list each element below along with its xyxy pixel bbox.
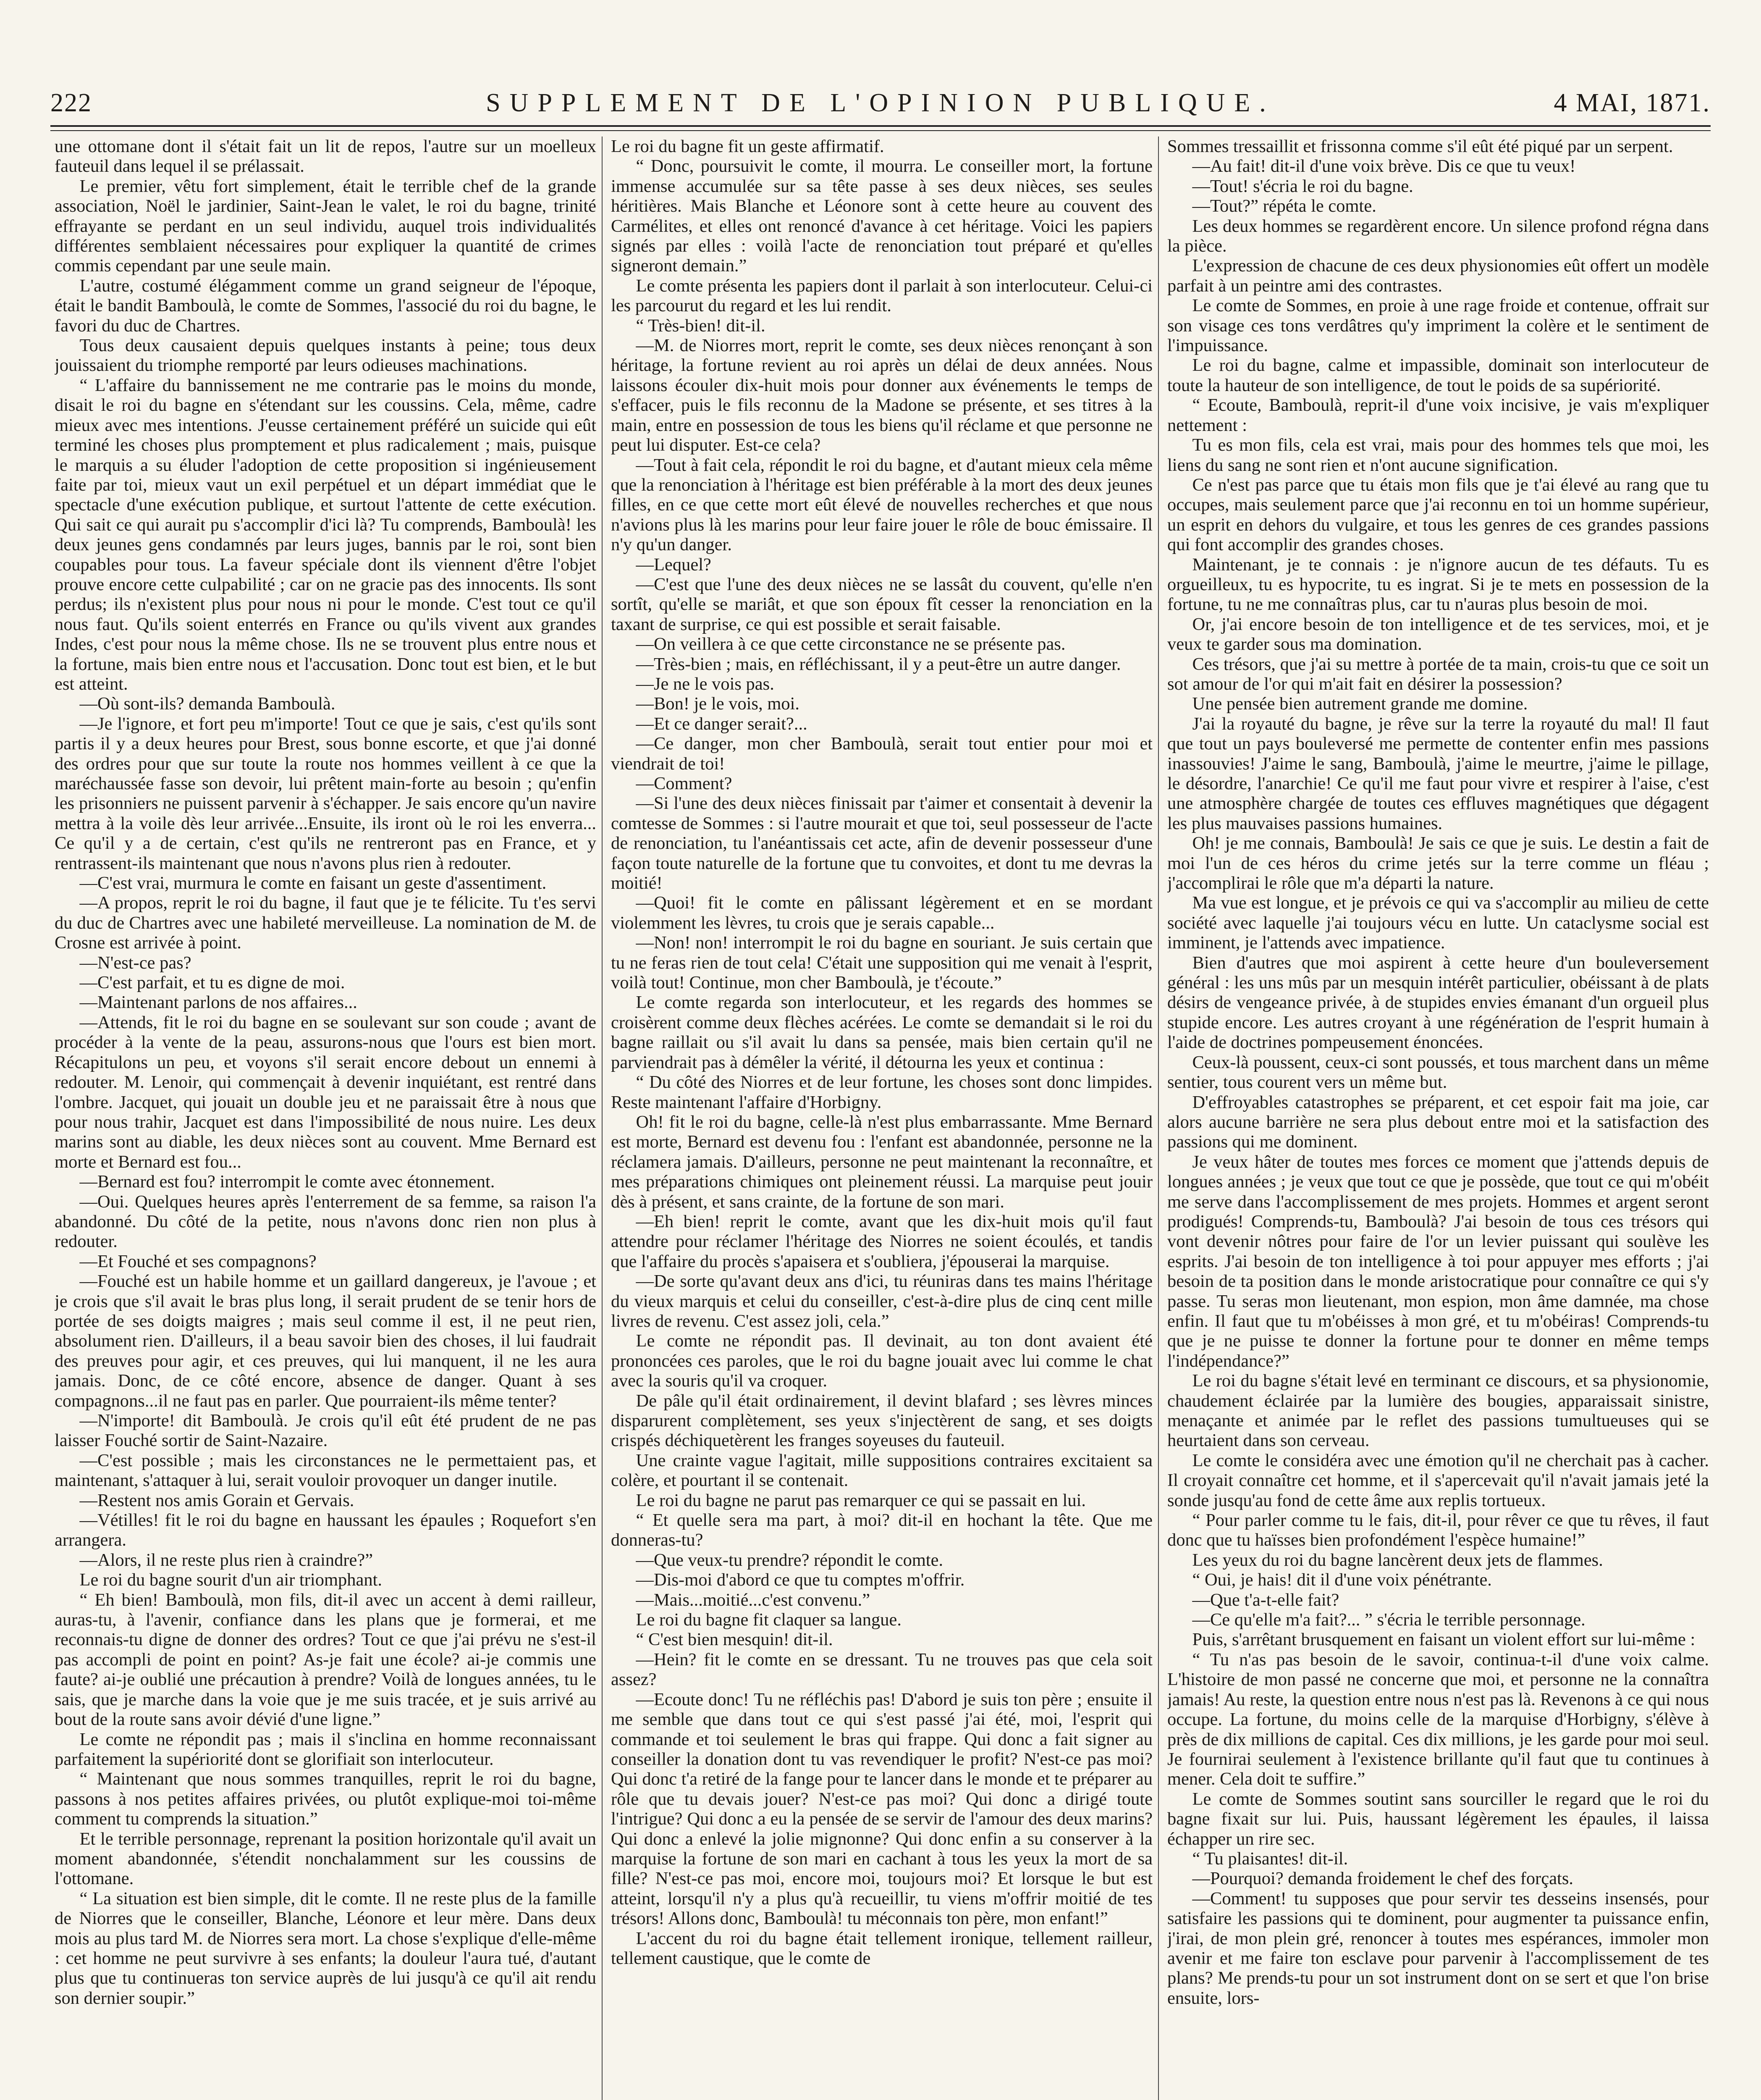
article-paragraph: “ Très-bien! dit-il. <box>636 315 765 336</box>
article-paragraph: Une crainte vague l'agitait, mille suppositions contraires excitaient sa colère, et pourtant il se contenait. <box>611 1450 1153 1491</box>
article-paragraph: —Et ce danger serait?... <box>636 714 807 734</box>
article-paragraph: Le premier, vêtu fort simplement, était le terrible chef de la grande association, Noël le jardinier, Saint-Jean le valet, le roi du bagne, trinité effrayante se perdant en un seul individu, auquel trois individualités différentes semblaient nécessaires pour expliquer la quantité de crimes commis cependant par une seule main. <box>55 176 596 276</box>
article-paragraph: —Bon! je le vois, moi. <box>636 694 800 714</box>
article-paragraph: —Ecoute donc! Tu ne réfléchis pas! D'abord je suis ton père ; ensuite il me semble que dans tout ce qui s'est passé j'ai été, moi, l'esprit qui commande et toi seulement le bras qui frappe. Qui donc a fait signer au conseiller la donation dont tu vas revendiquer le profit? N'est-ce pas moi? Qui donc t'a retiré de la fange pour te lancer dans le monde et te préparer au rôle que tu devais jouer? N'est-ce pas moi? Qui donc a dirigé toute l'intrigue? Qui donc a eu la pensée de se servir de l'amour des deux marins? Qui donc a enlevé la jolie mignonne? Qui donc enfin a su conserver à la marquise la fortune de son mari en cachant à tous les yeux la mort de sa fille? N'est-ce pas moi, encore moi, toujours moi? Et lorsque le but est atteint, lorsqu'il n'y a plus qu'à recueillir, tu viens m'offrir moitié de tes trésors! Allons donc, Bamboulà! tu méconnais ton père, mon enfant!” <box>611 1689 1153 1929</box>
article-paragraph: Le roi du bagne, calme et impassible, dominait son interlocuteur de toute la hauteur de son intelligence, de tout le poids de sa supériorité. <box>1167 355 1709 395</box>
article-paragraph: “ Ecoute, Bamboulà, reprit-il d'une voix incisive, je vais m'expliquer nettement : <box>1167 395 1709 435</box>
article-paragraph: —Restent nos amis Gorain et Gervais. <box>79 1490 354 1510</box>
article-paragraph: Tu es mon fils, cela est vrai, mais pour des hommes tels que moi, les liens du sang ne sont rien et n'ont aucune signification. <box>1167 435 1709 475</box>
article-paragraph: “ Pour parler comme tu le fais, dit-il, pour rêver ce que tu rêves, il faut donc que tu haïsses bien profondément l'espèce humaine!” <box>1167 1510 1709 1550</box>
publication-title: SUPPLEMENT DE L'OPINION PUBLIQUE. <box>486 89 1275 117</box>
article-paragraph: Et le terrible personnage, reprenant la position horizontale qu'il avait un moment abandonnée, s'étendit nonchalamment sur les coussins de l'ottomane. <box>55 1829 596 1889</box>
article-paragraph: —Où sont-ils? demanda Bamboulà. <box>79 694 335 714</box>
article-paragraph: Tous deux causaient depuis quelques instants à peine; tous deux jouissaient du triomphe remporté par leurs odieuses machinations. <box>55 336 596 375</box>
article-paragraph: —M. de Niorres mort, reprit le comte, ses deux nièces renonçant à son héritage, la fortune revient au roi après un délai de deux années. Nous laissons écouler dix-huit mois pour donner aux événements le temps de s'effacer, puis le fils reconnu de la Madone se présente, et ses titres à la main, entre en possession de tous les biens qu'il réclame et que personne ne peut lui disputer. Est-ce cela? <box>611 336 1153 455</box>
article-paragraph: Le comte le considéra avec une émotion qu'il ne cherchait pas à cacher. Il croyait connaître cet homme, et il s'apercevait qu'il n'avait jamais jeté la sonde jusqu'au fond de cette âme aux replis tortueux. <box>1167 1450 1709 1510</box>
article-paragraph: —Bernard est fou? interrompit le comte avec étonnement. <box>79 1172 495 1192</box>
article-paragraph: Je veux hâter de toutes mes forces ce moment que j'attends depuis de longues années ; je veux que tout ce que je possède, que tout ce qui m'obéit me serve dans l'accomplissement de mes projets. Hommes et argent seront prodigués! Comprends-tu, Bamboulà? J'ai besoin de tous ces trésors qui vont devenir nôtres pour faire de l'or un levier puissant qui soulève les esprits. J'ai besoin de ton intelligence à toi pour appuyer mes efforts ; j'ai besoin de ta position dans le monde aristocratique pour connaître ce qui s'y passe. Tu seras mon lieutenant, mon espion, mon âme damnée, ma chose enfin. Il faut que tu m'obéisses à mon gré, et tu m'obéiras! Comprends-tu que je ne puisse te donner la fortune pour te donner en même temps l'indépendance?” <box>1167 1152 1709 1371</box>
article-paragraph: Bien d'autres que moi aspirent à cette heure d'un bouleversement général : les uns mûs par un mesquin intérêt particulier, obéissant à de plats désirs de vengeance privée, à de stupides envies émanant d'un orgueil plus stupide encore. Les autres croyant à une régénération de l'esprit humain à l'aide de doctrines pompeusement énoncées. <box>1167 953 1709 1053</box>
text-column-3 <box>1167 136 1709 2100</box>
page-number: 222 <box>50 89 92 117</box>
article-paragraph: Puis, s'arrêtant brusquement en faisant un violent effort sur lui-même : <box>1192 1630 1695 1650</box>
article-paragraph: —C'est parfait, et tu es digne de moi. <box>79 973 345 993</box>
article-paragraph: Ceux-là poussent, ceux-ci sont poussés, et tous marchent dans un même sentier, tous courent vers un même but. <box>1167 1052 1709 1092</box>
text-column-1 <box>55 136 596 2100</box>
article-paragraph: —Pourquoi? demanda froidement le chef des forçats. <box>1192 1869 1574 1889</box>
article-paragraph: —C'est vrai, murmura le comte en faisant un geste d'assentiment. <box>79 873 547 893</box>
article-paragraph: Le roi du bagne fit claquer sa langue. <box>636 1610 902 1630</box>
article-paragraph: —Tout à fait cela, répondit le roi du bagne, et d'autant mieux cela même que la renonciation à l'héritage est bien préférable à la mort des deux jeunes filles, en ce que cette mort eût élevé de nouvelles recherches et que nous n'avions plus là les marins pour leur faire jouer le rôle de bouc émissaire. Il n'y qu'un danger. <box>611 455 1153 555</box>
article-paragraph: —Vétilles! fit le roi du bagne en haussant les épaules ; Roquefort s'en arrangera. <box>55 1510 596 1550</box>
article-paragraph: Oh! fit le roi du bagne, celle-là n'est plus embarrassante. Mme Bernard est morte, Bernard est devenu fou : l'enfant est abandonnée, personne ne la réclamera jamais. D'ailleurs, personne ne peut maintenant la reconnaître, et mes préparations chimiques ont pleinement réussi. La marquise peut jouir dès à présent, et sans crainte, de la fortune de son mari. <box>611 1112 1153 1212</box>
article-paragraph: —Oui. Quelques heures après l'enterrement de sa femme, sa raison l'a abandonné. Du côté de la petite, nous n'avons donc rien non plus à redouter. <box>55 1192 596 1252</box>
article-paragraph: Le roi du bagne fit un geste affirmatif. <box>611 136 884 156</box>
article-paragraph: —Et Fouché et ses compagnons? <box>79 1251 317 1271</box>
article-paragraph: —Ce qu'elle m'a fait?... ” s'écria le terrible personnage. <box>1192 1610 1585 1630</box>
article-paragraph: —Attends, fit le roi du bagne en se soulevant sur son coude ; avant de procéder à la vente de la peau, assurons-nous que l'ours est bien mort. Récapitulons un peu, et voyons s'il serait encore debout un ennemi à redouter. M. Lenoir, qui commençait à devenir inquiétant, est rentré dans l'ombre. Jacquet, qui jouait un double jeu et ne paraissait être à nous que pour nous trahir, Jacquet est dans l'impossibilité de nous nuire. Les deux marins sont au diable, les deux nièces sont au couvent. Mme Bernard est morte et Bernard est fou... <box>55 1012 596 1172</box>
article-paragraph: Ce n'est pas parce que tu étais mon fils que je t'ai élevé au rang que tu occupes, mais seulement parce que j'ai reconnu en toi un homme supérieur, un esprit en dehors du vulgaire, et tous les genres de ces grandes passions qui font accomplir des grandes choses. <box>1167 475 1709 555</box>
page-header <box>50 86 1711 124</box>
article-paragraph: De pâle qu'il était ordinairement, il devint blafard ; ses lèvres minces disparurent complètement, ses yeux s'injectèrent de sang, et ses doigts crispés déchiquetèrent les franges soyeuses du fauteuil. <box>611 1391 1153 1451</box>
article-paragraph: L'autre, costumé élégamment comme un grand seigneur de l'époque, était le bandit Bamboulà, le comte de Sommes, l'associé du roi du bagne, le favori du duc de Chartres. <box>55 276 596 336</box>
article-paragraph: —Au fait! dit-il d'une voix brève. Dis ce que tu veux! <box>1192 156 1576 176</box>
article-paragraph: Une pensée bien autrement grande me domine. <box>1192 694 1528 714</box>
article-paragraph: Ces trésors, que j'ai su mettre à portée de ta main, crois-tu que ce soit un sot amour de l'or qui m'ait fait en désirer la possession? <box>1167 654 1709 694</box>
article-paragraph: “ C'est bien mesquin! dit-il. <box>636 1630 833 1650</box>
article-paragraph: L'accent du roi du bagne était tellement ironique, tellement railleur, tellement caustique, que le comte de <box>611 1928 1153 1968</box>
article-paragraph: “ Tu n'as pas besoin de le savoir, continua-t-il d'une voix calme. L'histoire de mon passé ne concerne que moi, et personne ne la connaîtra jamais! Au reste, la question entre nous n'est pas là. Revenons à ce qui nous occupe. La fortune, du moins celle de la marquise d'Horbigny, s'élève à près de dix millions de capital. Ces dix millions, je les garde pour moi seul. Je fournirai seulement à l'existence brillante qu'il faut que tu continues à mener. Cela doit te suffire.” <box>1167 1649 1709 1789</box>
column-divider <box>1158 136 1159 2100</box>
article-paragraph: Le roi du bagne s'était levé en terminant ce discours, et sa physionomie, chaudement éclairée par la lumière des bougies, apparaissait sinistre, menaçante et animée par le reflet des passions tumultueuses qui se heurtaient dans son cerveau. <box>1167 1371 1709 1451</box>
article-paragraph: —N'est-ce pas? <box>79 953 191 973</box>
article-paragraph: Les yeux du roi du bagne lancèrent deux jets de flammes. <box>1192 1550 1603 1570</box>
article-paragraph: D'effroyables catastrophes se préparent, et cet espoir fait ma joie, car alors aucune barrière ne sera plus debout entre moi et la satisfaction des passions qui me dominent. <box>1167 1092 1709 1152</box>
article-paragraph: —Comment? <box>636 774 732 793</box>
article-paragraph: Le comte regarda son interlocuteur, et les regards des hommes se croisèrent comme deux flèches acérées. Le comte se demandait si le roi du bagne raillait ou s'il avait lu dans sa pensée, mais bien certain qu'il ne parviendrait pas à démêler la vérité, il détourna les yeux et continua : <box>611 992 1153 1072</box>
article-paragraph: Le roi du bagne ne parut pas remarquer ce qui se passait en lui. <box>636 1490 1086 1510</box>
article-paragraph: —Je ne le vois pas. <box>636 674 774 694</box>
article-paragraph: —A propos, reprit le roi du bagne, il faut que je te félicite. Tu t'es servi du duc de Chartres avec une habileté merveilleuse. La nomination de M. de Crosne est arrivée à point. <box>55 893 596 953</box>
article-paragraph: —Eh bien! reprit le comte, avant que les dix-huit mois qu'il faut attendre pour réclamer l'héritage des Niorres ne soient écoulés, et tandis que l'affaire du procès s'apaisera et s'oubliera, j'épouserai la marquise. <box>611 1211 1153 1271</box>
article-paragraph: —Comment! tu supposes que pour servir tes desseins insensés, pour satisfaire les passions qui te dominent, pour augmenter ta puissance enfin, j'irai, de mon plein gré, renoncer à toutes mes espérances, immoler mon avenir et me faire ton esclave pour parvenir à l'accomplissement de tes plans? Me prends-tu pour un sot instrument dont on se sert et que l'on brise ensuite, lors- <box>1167 1888 1709 2008</box>
column-divider <box>602 136 603 2100</box>
article-paragraph: —Que veux-tu prendre? répondit le comte. <box>636 1550 943 1570</box>
article-paragraph: “ Maintenant que nous sommes tranquilles, reprit le roi du bagne, passons à nos petites affaires privées, ou plutôt explique-moi toi-même comment tu comprends la situation.” <box>55 1769 596 1829</box>
article-paragraph: —Lequel? <box>636 554 711 575</box>
article-paragraph: —Ce danger, mon cher Bamboulà, serait tout entier pour moi et viendrait de toi! <box>611 734 1153 774</box>
text-column-2 <box>611 136 1153 2100</box>
article-paragraph: —Très-bien ; mais, en réfléchissant, il y a peut-être un autre danger. <box>636 654 1121 674</box>
article-paragraph: Oh! je me connais, Bamboulà! Je sais ce que je suis. Le destin a fait de moi l'un de ces héros du crime jetés sur la terre comme un fléau ; j'accomplirai le rôle que m'a départi la nature. <box>1167 833 1709 893</box>
article-paragraph: —C'est que l'une des deux nièces ne se lassât du couvent, qu'elle n'en sortît, qu'elle se mariât, et que son époux fît cesser la renonciation en la taxant de surprise, ce qui est possible et serait faisable. <box>611 574 1153 634</box>
article-paragraph: Le comte ne répondit pas ; mais il s'inclina en homme reconnaissant parfaitement la supériorité dont se glorifiait son interlocuteur. <box>55 1729 596 1769</box>
article-paragraph: Le comte ne répondit pas. Il devinait, au ton dont avaient été prononcées ces paroles, que le roi du bagne jouait avec lui comme le chat avec la souris qu'il va croquer. <box>611 1331 1153 1391</box>
article-paragraph: Les deux hommes se regardèrent encore. Un silence profond régna dans la pièce. <box>1167 216 1709 256</box>
article-paragraph: —Alors, il ne reste plus rien à craindre?” <box>79 1550 373 1570</box>
article-paragraph: “ L'affaire du bannissement ne me contrarie pas le moins du monde, disait le roi du bagne en s'étendant sur les coussins. Cela, même, cadre mieux avec mes intentions. J'eusse certainement préféré un suicide qui eût terminé les choses plus promptement et plus radicalement ; mais, puisque le marquis a su éluder l'adoption de cette proposition si ingénieusement faite par toi, mieux vaut un exil perpétuel et un départ immédiat que le spectacle d'une exécution publique, et surtout l'attente de cette exécution. Qui sait ce qui aurait pu s'accomplir d'ici là? Tu comprends, Bamboulà! les deux jeunes gens condamnés par leurs juges, bannis par le roi, sont bien coupables pour tous. La faveur spéciale dont ils viennent d'être l'objet prouve encore cette culpabilité ; car on ne gracie pas des innocents. Ils sont perdus; ils n'existent plus pour nous ni pour le monde. C'est tout ce qu'il nous faut. Qu'ils soient enterrés en France ou qu'ils vivent aux grandes Indes, c'est pour nous la même chose. Ils ne se trouvent plus entre nous et la fortune, mais bien entre nous et l'accusation. Donc tout est bien, et le but est atteint. <box>55 375 596 694</box>
article-paragraph: Maintenant, je te connais : je n'ignore aucun de tes défauts. Tu es orgueilleux, tu es hypocrite, tu es ingrat. Si je te mets en possession de la fortune, tu ne me connaîtras plus, car tu n'auras plus besoin de moi. <box>1167 554 1709 614</box>
article-paragraph: —Non! non! interrompit le roi du bagne en souriant. Je suis certain que tu ne feras rien de tout cela! C'était une supposition qui me venait à l'esprit, voilà tout! Continue, mon cher Bamboulà, je t'écoute.” <box>611 933 1153 993</box>
header-rule-thin <box>50 130 1711 131</box>
article-paragraph: Sommes tressaillit et frissonna comme s'il eût été piqué par un serpent. <box>1167 136 1673 156</box>
article-paragraph: —Fouché est un habile homme et un gaillard dangereux, je l'avoue ; et je crois que s'il avait le bras plus long, il serait prudent de se tenir hors de portée de ses doigts maigres ; mais seul comme il est, il ne peut rien, absolument rien. D'ailleurs, il a beau savoir bien des choses, il lui faudrait des preuves pour agir, et ces preuves, qui lui manquent, il ne les aura jamais. Donc, de ce côté encore, absence de danger. Quant à ses compagnons...il ne faut pas en parler. Que pourraient-ils même tenter? <box>55 1271 596 1411</box>
article-paragraph: L'expression de chacune de ces deux physionomies eût offert un modèle parfait à un peintre ami des contrastes. <box>1167 256 1709 296</box>
article-paragraph: —Tout! s'écria le roi du bagne. <box>1192 176 1413 196</box>
article-paragraph: —Que t'a-t-elle fait? <box>1192 1590 1339 1610</box>
article-paragraph: —Dis-moi d'abord ce que tu comptes m'offrir. <box>636 1570 965 1590</box>
article-paragraph: Le comte de Sommes, en proie à une rage froide et contenue, offrait sur son visage ces tons verdâtres qu'y impriment la colère et le sentiment de l'impuissance. <box>1167 296 1709 356</box>
article-paragraph: “ Et quelle sera ma part, à moi? dit-il en hochant la tête. Que me donneras-tu? <box>611 1510 1153 1550</box>
article-paragraph: Or, j'ai encore besoin de ton intelligence et de tes services, moi, et je veux te garder sous ma domination. <box>1167 614 1709 654</box>
article-paragraph: J'ai la royauté du bagne, je rêve sur la terre la royauté du mal! Il faut que tout un pays bouleversé me permette de contenter enfin mes passions inassouvies! J'aime le sang, Bamboulà, j'aime le meurtre, j'aime le pillage, le désordre, l'anarchie! Ce qu'il me faut pour vivre et respirer à l'aise, c'est une atmosphère chargée de toutes ces effluves magnétiques que dégagent les plus mauvaises passions humaines. <box>1167 714 1709 833</box>
article-paragraph: —Maintenant parlons de nos affaires... <box>79 992 357 1013</box>
article-paragraph: —On veillera à ce que cette circonstance ne se présente pas. <box>636 634 1066 654</box>
header-rule <box>50 125 1711 127</box>
article-paragraph: Le comte de Sommes soutint sans sourciller le regard que le roi du bagne fixait sur lui. Puis, haussant légèrement les épaules, il laissa échapper un rire sec. <box>1167 1789 1709 1849</box>
issue-date: 4 MAI, 1871. <box>1554 89 1711 117</box>
article-paragraph: —Si l'une des deux nièces finissait par t'aimer et consentait à devenir la comtesse de Sommes : si l'autre mourait et que toi, seul possesseur de l'acte de renonciation, tu l'anéantissais cet acte, afin de devenir possesseur d'une façon toute naturelle de la fortune que tu convoites, et dont tu me devras la moitié! <box>611 793 1153 893</box>
article-paragraph: —Je l'ignore, et fort peu m'importe! Tout ce que je sais, c'est qu'ils sont partis il y a deux heures pour Brest, sous bonne escorte, et que j'ai donné des ordres pour que sur toute la route nos hommes veillent à ce que la maréchaussée fasse son devoir, lui prêtent main-forte au besoin ; qu'enfin les prisonniers ne puissent parvenir à s'échapper. Je sais encore qu'un navire mettra à la voile dès leur arrivée...Ensuite, ils iront où le roi les enverra... Ce qu'il y a de certain, c'est qu'ils ne rentreront pas en France, et y rentrassent-ils maintenant que nous n'avons plus rien à redouter. <box>55 714 596 873</box>
article-paragraph: “ Eh bien! Bamboulà, mon fils, dit-il avec un accent à demi railleur, auras-tu, à l'avenir, confiance dans les plans que je formerai, et me reconnais-tu digne de donner des ordres? Tout ce que j'ai prévu ne s'est-il pas accompli de point en point? As-je fait une école? ai-je commis une faute? ai-je oublié une précaution à prendre? Voilà de longues années, tu le sais, que je marche dans la voie que je me suis tracée, et je suis arrivé au bout de la route sans avoir dévié d'une ligne.” <box>55 1590 596 1730</box>
article-paragraph: —De sorte qu'avant deux ans d'ici, tu réuniras dans tes mains l'héritage du vieux marquis et celui du conseiller, c'est-à-dire plus de cinq cent mille livres de revenu. C'est assez joli, cela.” <box>611 1271 1153 1331</box>
article-paragraph: Le roi du bagne sourit d'un air triomphant. <box>79 1570 383 1590</box>
article-paragraph: Ma vue est longue, et je prévois ce qui va s'accomplir au milieu de cette société avec laquelle j'ai toujours vécu en lutte. Un cataclysme social est imminent, je l'attends avec impatience. <box>1167 893 1709 953</box>
article-paragraph: —Tout?” répéta le comte. <box>1192 196 1376 216</box>
article-paragraph: —Hein? fit le comte en se dressant. Tu ne trouves pas que cela soit assez? <box>611 1649 1153 1690</box>
article-paragraph: “ La situation est bien simple, dit le comte. Il ne reste plus de la famille de Niorres que le conseiller, Blanche, Léonore et leur mère. Dans deux mois au plus tard M. de Niorres sera mort. La chose s'explique d'elle-même : cet homme ne peut survivre à ses enfants; la douleur l'aura tué, d'autant plus que tu continueras ton service auprès de lui jusqu'à ce qu'il ait rendu son dernier soupir.” <box>55 1888 596 2008</box>
article-paragraph: Le comte présenta les papiers dont il parlait à son interlocuteur. Celui-ci les parcourut du regard et les lui rendit. <box>611 276 1153 316</box>
article-paragraph: une ottomane dont il s'était fait un lit de repos, l'autre sur un moelleux fauteuil dans lequel il se prélassait. <box>55 136 596 176</box>
article-paragraph: “ Du côté des Niorres et de leur fortune, les choses sont donc limpides. Reste maintenant l'affaire d'Horbigny. <box>611 1072 1153 1112</box>
article-paragraph: “ Tu plaisantes! dit-il. <box>1192 1848 1348 1869</box>
article-paragraph: “ Oui, je hais! dit il d'une voix pénétrante. <box>1192 1570 1492 1590</box>
article-paragraph: —Quoi! fit le comte en pâlissant légèrement et en se mordant violemment les lèvres, tu crois que je serais capable... <box>611 893 1153 933</box>
article-paragraph: —C'est possible ; mais les circonstances ne le permettaient pas, et maintenant, s'attaquer à lui, serait vouloir provoquer un danger inutile. <box>55 1450 596 1491</box>
article-paragraph: “ Donc, poursuivit le comte, il mourra. Le conseiller mort, la fortune immense accumulée sur sa tête passe à ses deux nièces, ses seules héritières. Mais Blanche et Léonore sont à cette heure au couvent des Carmélites, et elles ont renoncé d'avance à cet héritage. Voici les papiers signés par elles : voilà l'acte de renonciation tout préparé et qu'elles signeront demain.” <box>611 156 1153 276</box>
article-paragraph: —Mais...moitié...c'est convenu.” <box>636 1590 870 1610</box>
article-paragraph: —N'importe! dit Bamboulà. Je crois qu'il eût été prudent de ne pas laisser Fouché sortir de Saint-Nazaire. <box>55 1411 596 1451</box>
